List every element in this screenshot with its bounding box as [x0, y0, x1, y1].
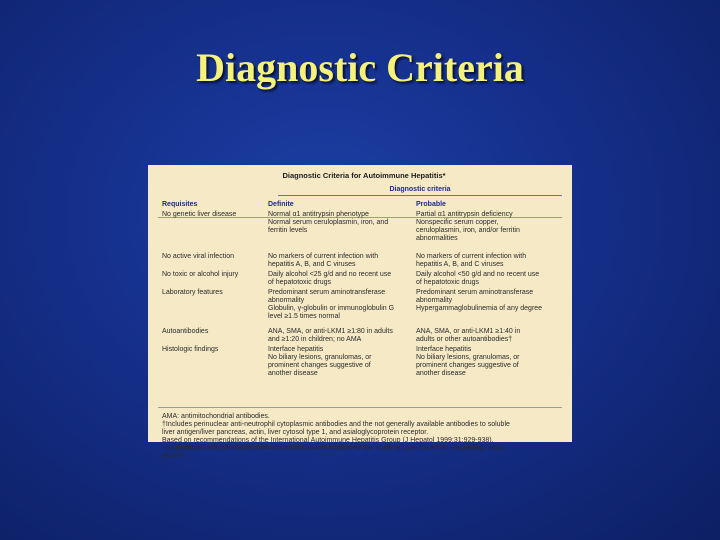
table-subheading: Diagnostic criteria: [278, 186, 562, 196]
probable-cell: No markers of current infection with hepatitis A, B, and C viruses: [416, 253, 527, 268]
table-footnotes: AMA: antimitochondrial antibodies. †Includes perinuclear anti-neutrophil cytoplasmic antibodies and the not generally available antibodies to soluble liver antigen/liver pancreas, actin, liver cytosol type 1, and asialoglycoprotein receptor. Based on recommendations of the International Autoimmune Hepatitis Group (J Hepatol 1999;31:929-938). * Reproduced with permission from the American Association for the Study of Liver Diseases Hepatology 2002; 36:479.: [162, 413, 510, 460]
definite-cell: Normal α1 antitrypsin phenotype Normal serum ceruloplasmin, iron, and ferritin levels: [268, 211, 389, 234]
probable-cell: ANA, SMA, or anti-LKM1 ≥1:40 in adults or other autoantibodies†: [416, 328, 521, 343]
definite-cell: No markers of current infection with hepatitis A, B, and C viruses: [268, 253, 379, 268]
diagnostic-criteria-table: [148, 165, 572, 460]
requisite-cell: Autoantibodies: [162, 328, 209, 335]
footer-divider: [158, 407, 562, 408]
definite-cell: Predominant serum aminotransferase abnormality Globulin, γ-globulin or immunoglobulin G level ≥1.5 times normal: [268, 289, 395, 320]
table-title: Diagnostic Criteria for Autoimmune Hepatitis*: [282, 171, 446, 180]
probable-cell: Partial α1 antitrypsin deficiency Nonspecific serum copper, ceruloplasmin, iron, and/or ferritin abnormalities: [416, 211, 520, 242]
column-header-probable: Probable: [416, 201, 446, 208]
requisite-cell: Histologic findings: [162, 346, 219, 353]
requisite-cell: No toxic or alcohol injury: [162, 271, 239, 278]
column-header-definite: Definite: [268, 201, 294, 208]
slide-title: Diagnostic Criteria: [196, 45, 524, 90]
requisite-cell: Laboratory features: [162, 289, 223, 296]
probable-cell: Predominant serum aminotransferase abnormality Hypergammaglobulinemia of any degree: [416, 289, 543, 312]
definite-cell: Interface hepatitis No biliary lesions, granulomas, or prominent changes suggestive of another disease: [268, 346, 372, 377]
requisite-cell: No active viral infection: [162, 253, 234, 260]
definite-cell: ANA, SMA, or anti-LKM1 ≥1:80 in adults and ≥1:20 in children; no AMA: [268, 328, 393, 343]
probable-cell: Daily alcohol <50 g/d and no recent use of hepatotoxic drugs: [416, 271, 540, 286]
definite-cell: Daily alcohol <25 g/d and no recent use of hepatotoxic drugs: [268, 271, 392, 286]
requisite-cell: No genetic liver disease: [162, 211, 237, 218]
column-header-requisites: Requisites: [162, 201, 198, 208]
probable-cell: Interface hepatitis No biliary lesions, granulomas, or prominent changes suggestive of another disease: [416, 346, 520, 377]
